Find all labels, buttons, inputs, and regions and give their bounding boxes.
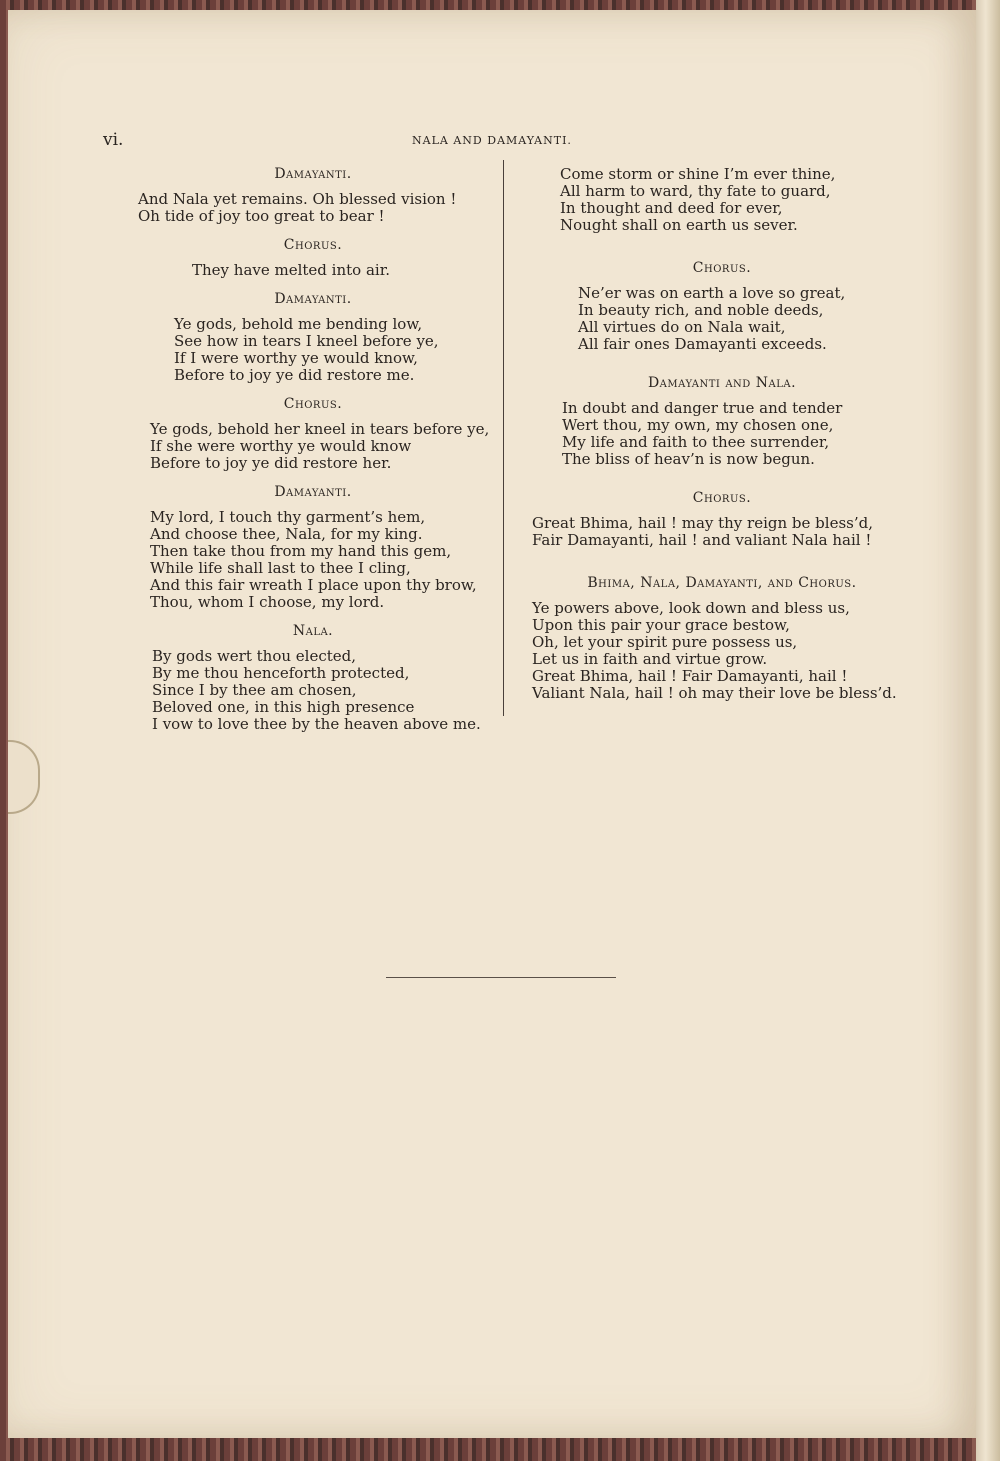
verse-line: Oh, let your spirit pure possess us, bbox=[532, 633, 798, 651]
page-tab bbox=[8, 740, 40, 814]
verse-line: Since I by thee am chosen, bbox=[152, 681, 357, 699]
page-number: vi. bbox=[103, 130, 124, 150]
verse bbox=[138, 509, 488, 611]
verse-line: Upon this pair your grace bestow, bbox=[532, 616, 790, 634]
verse-line: Wert thou, my own, my chosen one, bbox=[562, 416, 834, 434]
verse bbox=[532, 515, 912, 549]
speaker-heading: Chorus. bbox=[283, 396, 343, 412]
verse-line: Fair Damayanti, hail ! and valiant Nala hail ! bbox=[532, 531, 872, 549]
verse-line: Valiant Nala, hail ! oh may their love be bless’d. bbox=[532, 684, 897, 702]
verse-line: My life and faith to thee surrender, bbox=[562, 433, 830, 451]
verse-line: Before to joy ye did restore her. bbox=[150, 454, 392, 472]
verse-line: The bliss of heav’n is now begun. bbox=[562, 450, 815, 468]
verse-line: Before to joy ye did restore me. bbox=[174, 366, 415, 384]
verse-line: And Nala yet remains. Oh blessed vision ! bbox=[138, 190, 457, 208]
verse-line: Ne’er was on earth a love so great, bbox=[578, 284, 846, 302]
verse bbox=[532, 166, 912, 234]
running-head: NALA AND DAMAYANTI. bbox=[412, 134, 572, 147]
verse-line: Oh tide of joy too great to bear ! bbox=[138, 207, 385, 225]
right-column bbox=[532, 166, 912, 702]
verse-line: Great Bhima, hail ! may thy reign be bless’d, bbox=[532, 514, 873, 532]
verse-line: If I were worthy ye would know, bbox=[174, 349, 418, 367]
verse-line: Nought shall on earth us sever. bbox=[560, 216, 798, 234]
verse-line: Ye gods, behold her kneel in tears before ye, bbox=[150, 420, 490, 438]
verse-line: Let us in faith and virtue grow. bbox=[532, 650, 768, 668]
verse-line: Great Bhima, hail ! Fair Damayanti, hail ! bbox=[532, 667, 848, 685]
verse-line: While life shall last to thee I cling, bbox=[150, 559, 411, 577]
book-spine bbox=[976, 0, 1000, 1461]
verse-line: Come storm or shine I’m ever thine, bbox=[560, 165, 836, 183]
verse-line: Beloved one, in this high presence bbox=[152, 698, 415, 716]
speaker-heading: Damayanti. bbox=[274, 484, 352, 500]
book-page bbox=[8, 10, 976, 1438]
verse-line: My lord, I touch thy garment’s hem, bbox=[150, 508, 426, 526]
verse-line: If she were worthy ye would know bbox=[150, 437, 412, 455]
speaker-heading: Nala. bbox=[292, 623, 334, 639]
left-column bbox=[138, 166, 488, 733]
verse bbox=[138, 421, 488, 472]
verse-line: Ye gods, behold me bending low, bbox=[174, 315, 423, 333]
verse-line: They have melted into air. bbox=[192, 261, 390, 279]
verse-line: By gods wert thou elected, bbox=[152, 647, 357, 665]
verse-line: See how in tears I kneel before ye, bbox=[174, 332, 439, 350]
verse-line: Then take thou from my hand this gem, bbox=[150, 542, 452, 560]
speaker-heading: Damayanti. bbox=[274, 166, 352, 182]
verse bbox=[138, 316, 488, 384]
speaker-heading: Damayanti. bbox=[274, 291, 352, 307]
verse-line: I vow to love thee by the heaven above me. bbox=[152, 715, 481, 733]
speaker-heading: Chorus. bbox=[692, 260, 752, 276]
verse-line: In thought and deed for ever, bbox=[560, 199, 783, 217]
verse-line: By me thou henceforth protected, bbox=[152, 664, 410, 682]
verse-line: Thou, whom I choose, my lord. bbox=[150, 593, 385, 611]
end-rule bbox=[386, 977, 616, 978]
column-divider bbox=[503, 160, 504, 716]
verse-line: All virtues do on Nala wait, bbox=[578, 318, 786, 336]
verse-line: And this fair wreath I place upon thy brow, bbox=[150, 576, 477, 594]
verse bbox=[138, 262, 488, 279]
speaker-heading: Bhima, Nala, Damayanti, and Chorus. bbox=[587, 575, 857, 591]
verse bbox=[138, 191, 488, 225]
verse bbox=[532, 400, 912, 468]
speaker-heading: Chorus. bbox=[283, 237, 343, 253]
verse bbox=[532, 285, 912, 353]
verse-line: All harm to ward, thy fate to guard, bbox=[560, 182, 831, 200]
verse-line: In doubt and danger true and tender bbox=[562, 399, 843, 417]
speaker-heading: Chorus. bbox=[692, 490, 752, 506]
verse-line: In beauty rich, and noble deeds, bbox=[578, 301, 824, 319]
verse bbox=[138, 648, 488, 733]
verse-line: And choose thee, Nala, for my king. bbox=[150, 525, 423, 543]
verse bbox=[532, 600, 912, 702]
verse-line: Ye powers above, look down and bless us, bbox=[532, 599, 850, 617]
speaker-heading: Damayanti and Nala. bbox=[647, 375, 797, 391]
verse-line: All fair ones Damayanti exceeds. bbox=[578, 335, 827, 353]
